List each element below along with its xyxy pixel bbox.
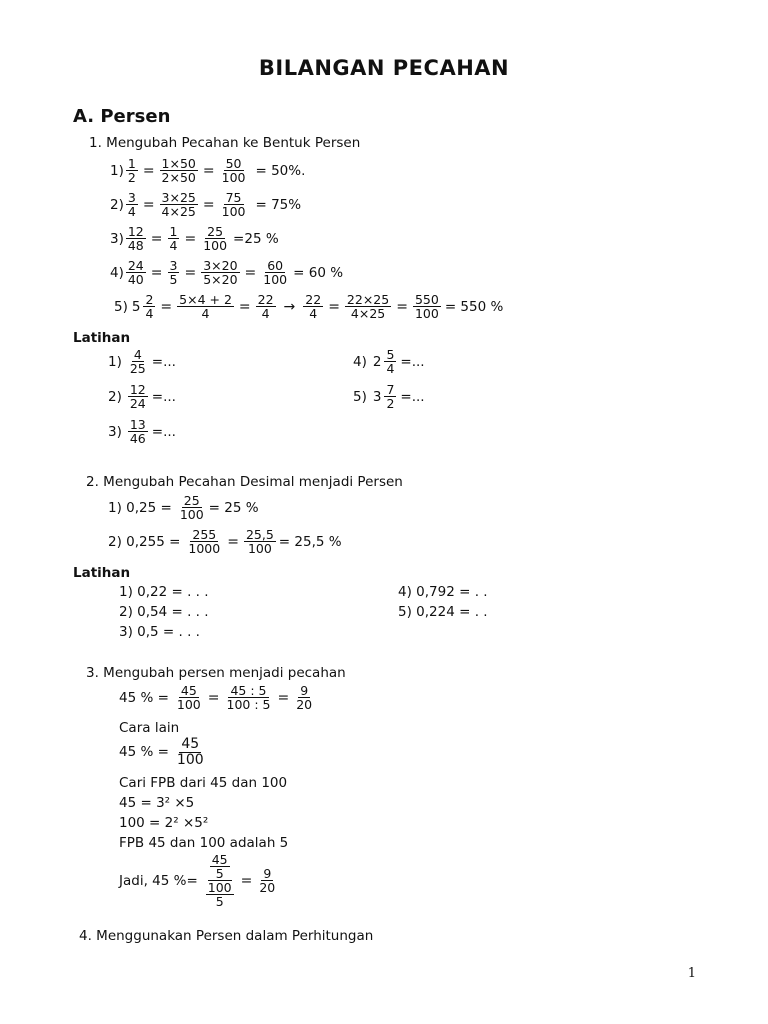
latihan-1-q1: 1) $\frac{4}{25}$ =... bbox=[108, 347, 176, 377]
latihan-2-label: Latihan bbox=[73, 565, 131, 581]
row-result: = 50%. bbox=[255, 162, 306, 179]
fraction: $\frac{75}{100}$ bbox=[221, 190, 246, 220]
compound-fraction: 45 5 100 5 bbox=[207, 852, 232, 910]
latihan-2-q1: 1) 0,22 = . . . bbox=[119, 584, 209, 600]
fraction: $\frac{25}{100}$ bbox=[179, 493, 204, 523]
latihan-1-q5: 5) 3 $\frac{7}{2}$ =... bbox=[353, 382, 425, 412]
fraction: $\frac{4}{25}$ bbox=[129, 347, 146, 377]
section-a-heading: A. Persen bbox=[73, 106, 171, 127]
fraction: $\frac{1}{4}$ bbox=[169, 224, 178, 254]
fraction: $\frac{12}{48}$ bbox=[127, 224, 144, 254]
example-2-row-2: 2) 0,255 = $\frac{255}{1000}$ = $\frac{25,5}{100}$ = 25,5 % bbox=[108, 527, 342, 557]
fraction: $\frac{22}{4}$ bbox=[257, 292, 274, 322]
page-number: 1 bbox=[687, 966, 696, 981]
row-label: 5) bbox=[114, 298, 128, 315]
subsection-1-title: 1. Mengubah Pecahan ke Bentuk Persen bbox=[89, 135, 361, 151]
fraction: $\frac{24}{40}$ bbox=[127, 258, 144, 288]
fraction: $\frac{22\times 25}{4\times 25}$ bbox=[346, 292, 390, 322]
fraction: $\frac{60}{100}$ bbox=[263, 258, 288, 288]
example-1-row-3: 3) $\frac{12}{48}$ = $\frac{1}{4}$ = $\frac{25}{100}$ =25 % bbox=[110, 224, 279, 254]
example-2-row-1: 1) 0,25 = $\frac{25}{100}$ = 25 % bbox=[108, 493, 259, 523]
example-1-row-5: 5) 5 $\frac{2}{4}$ = $\frac{5\times 4 + 2}{4}$ = $\frac{22}{4}$ → $\frac{22}{4}$ = $\frac{22\times 25}{4\times 25}$ = $\frac{550}{100}$ = 550 % bbox=[114, 292, 504, 322]
fraction: $\frac{13}{46}$ bbox=[129, 417, 146, 447]
fraction: $\frac{1\times 50}{2\times 50}$ bbox=[161, 156, 196, 186]
subsection-2-title: 2. Mengubah Pecahan Desimal menjadi Persen bbox=[86, 474, 403, 490]
latihan-2-q2: 2) 0,54 = . . . bbox=[119, 604, 209, 620]
row-label: 3) bbox=[110, 230, 124, 247]
fraction: $\frac{1}{2}$ bbox=[127, 156, 136, 186]
row-label: 2) bbox=[110, 196, 124, 213]
fpb-instruction: Cari FPB dari 45 dan 100 bbox=[119, 775, 288, 791]
example-3-line-1: 45 % = $\frac{45}{100}$ = $\frac{45 : 5}{100 : 5}$ = $\frac{9}{20}$ bbox=[119, 683, 313, 713]
latihan-1-q4: 4) 2 $\frac{5}{4}$ =... bbox=[353, 347, 425, 377]
factor-100: 100 = 2² ×5² bbox=[119, 815, 209, 831]
fraction: $\frac{255}{1000}$ bbox=[188, 527, 221, 557]
latihan-1-q3: 3) $\frac{13}{46}$ =... bbox=[108, 417, 176, 447]
fraction: $\frac{25,5}{100}$ bbox=[245, 527, 274, 557]
example-3-line-2: 45 % = $\frac{45}{100}$ bbox=[119, 736, 204, 768]
latihan-1-label: Latihan bbox=[73, 330, 131, 346]
fraction: $\frac{9}{20}$ bbox=[296, 683, 313, 713]
fraction: $\frac{5}{4}$ bbox=[386, 347, 395, 377]
fraction: $\frac{45}{100}$ bbox=[176, 736, 204, 768]
row-label: 1) bbox=[110, 162, 124, 179]
latihan-2-q5: 5) 0,224 = . . bbox=[398, 604, 488, 620]
whole-number: 5 bbox=[131, 298, 141, 315]
fraction: $\frac{2}{4}$ bbox=[145, 292, 154, 322]
row-result: = 75% bbox=[255, 196, 302, 213]
fraction: $\frac{5\times 4 + 2}{4}$ bbox=[179, 292, 232, 322]
fraction: $\frac{3}{4}$ bbox=[127, 190, 136, 220]
example-3-conclusion: Jadi, 45 %= 45 5 100 5 = $\frac{9}{20}$ bbox=[119, 852, 276, 910]
example-1-row-1: 1) $\frac{1}{2}$ = $\frac{1\times 50}{2\times 50}$ = $\frac{50}{100}$ = 50%. bbox=[110, 156, 306, 186]
page-title: BILANGAN PECAHAN bbox=[258, 56, 510, 80]
fraction: $\frac{3\times 20}{5\times 20}$ bbox=[203, 258, 238, 288]
fpb-result: FPB 45 dan 100 adalah 5 bbox=[119, 835, 289, 851]
row-label: 4) bbox=[110, 264, 124, 281]
fraction: $\frac{45}{100}$ bbox=[176, 683, 201, 713]
fraction: $\frac{7}{2}$ bbox=[386, 382, 395, 412]
fraction: $\frac{9}{20}$ bbox=[259, 866, 276, 896]
latihan-2-q4: 4) 0,792 = . . bbox=[398, 584, 488, 600]
subsection-4-title: 4. Menggunakan Persen dalam Perhitungan bbox=[79, 928, 374, 944]
fraction: $\frac{45 : 5}{100 : 5}$ bbox=[226, 683, 271, 713]
fraction: $\frac{25}{100}$ bbox=[203, 224, 228, 254]
arrow-icon: → bbox=[283, 298, 296, 315]
fraction: $\frac{3}{5}$ bbox=[169, 258, 178, 288]
latihan-1-q2: 2) $\frac{12}{24}$ =... bbox=[108, 382, 176, 412]
cara-lain: Cara lain bbox=[119, 720, 180, 736]
fraction: $\frac{3\times 25}{4\times 25}$ bbox=[161, 190, 196, 220]
example-1-row-2: 2) $\frac{3}{4}$ = $\frac{3\times 25}{4\times 25}$ = $\frac{75}{100}$ = 75% bbox=[110, 190, 302, 220]
subsection-3-title: 3. Mengubah persen menjadi pecahan bbox=[86, 665, 346, 681]
example-1-row-4: 4) $\frac{24}{40}$ = $\frac{3}{5}$ = $\frac{3\times 20}{5\times 20}$ = $\frac{60}{100}$ = 60 % bbox=[110, 258, 344, 288]
latihan-2-q3: 3) 0,5 = . . . bbox=[119, 624, 200, 640]
fraction: $\frac{12}{24}$ bbox=[129, 382, 146, 412]
row-result: =25 % bbox=[233, 230, 279, 247]
fraction: $\frac{22}{4}$ bbox=[305, 292, 322, 322]
row-result: = 60 % bbox=[293, 264, 344, 281]
fraction: $\frac{550}{100}$ bbox=[414, 292, 439, 322]
row-result: = 550 % bbox=[444, 298, 504, 315]
factor-45: 45 = 3² ×5 bbox=[119, 795, 195, 811]
fraction: $\frac{50}{100}$ bbox=[221, 156, 246, 186]
